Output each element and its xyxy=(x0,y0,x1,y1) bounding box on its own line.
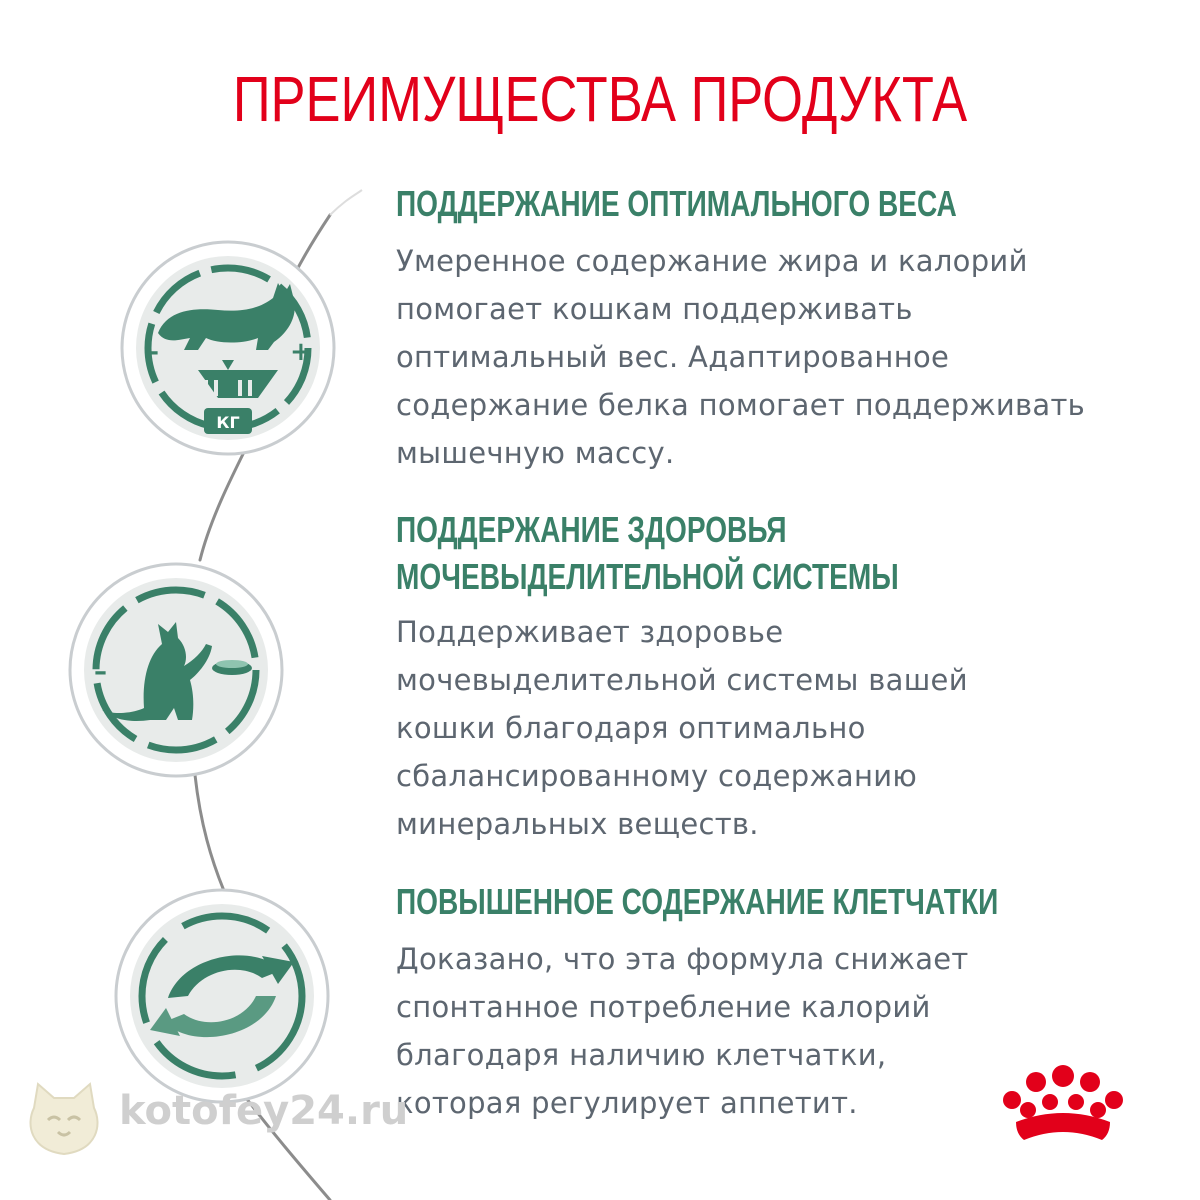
benefit-text-line: оптимальный вес. Адаптированное xyxy=(396,340,950,374)
plus-label: + xyxy=(290,337,312,367)
benefit-heading: ПОВЫШЕННОЕ СОДЕРЖАНИЕ КЛЕТЧАТКИ xyxy=(396,881,999,922)
benefit-text-line: кошки благодаря оптимально xyxy=(396,711,866,745)
minus-label: – xyxy=(94,657,107,687)
urinary-icon-badge xyxy=(66,560,286,780)
benefit-text-line: благодаря наличию клетчатки, xyxy=(396,1038,887,1072)
watermark-text: kotofey24.ru xyxy=(119,1088,409,1134)
fiber-cycle-icon xyxy=(112,886,332,1106)
cat-face-icon xyxy=(24,1080,104,1164)
benefit-text-line: Доказано, что эта формула снижает xyxy=(396,942,969,976)
benefit-text-line: которая регулирует аппетит. xyxy=(396,1086,858,1120)
page-title: ПРЕИМУЩЕСТВА ПРОДУКТА xyxy=(232,63,968,135)
benefit-urinary xyxy=(396,506,1136,848)
benefit-text-line: Умеренное содержание жира и калорий xyxy=(396,244,1028,278)
benefit-weight xyxy=(396,180,1136,477)
benefit-text-line: содержание белка помогает поддерживать xyxy=(396,388,1086,422)
benefit-text-line: помогает кошкам поддерживать xyxy=(396,292,913,326)
benefit-heading: ПОДДЕРЖАНИЕ ЗДОРОВЬЯ xyxy=(396,509,787,550)
minus-label: – xyxy=(146,337,159,367)
benefit-text-line: мышечную массу. xyxy=(396,436,675,470)
benefit-text-line: Поддерживает здоровье xyxy=(396,615,784,649)
benefit-text-line: мочевыделительной системы вашей xyxy=(396,663,968,697)
royal-canin-crown-icon xyxy=(998,1060,1128,1160)
benefit-text-line: сбалансированному содержанию xyxy=(396,759,918,793)
fiber-icon-badge xyxy=(112,886,332,1106)
benefit-text-line: минеральных веществ. xyxy=(396,807,759,841)
cat-bowl-icon xyxy=(66,560,286,780)
weight-icon-badge xyxy=(118,238,338,458)
benefit-heading: ПОДДЕРЖАНИЕ ОПТИМАЛЬНОГО ВЕСА xyxy=(396,183,957,224)
benefit-text-line: спонтанное потребление калорий xyxy=(396,990,931,1024)
benefit-heading: МОЧЕВЫДЕЛИТЕЛЬНОЙ СИСТЕМЫ xyxy=(396,556,899,597)
cat-weight-scale-icon xyxy=(118,238,338,458)
kg-label: КГ xyxy=(216,413,240,432)
watermark xyxy=(24,1080,409,1170)
